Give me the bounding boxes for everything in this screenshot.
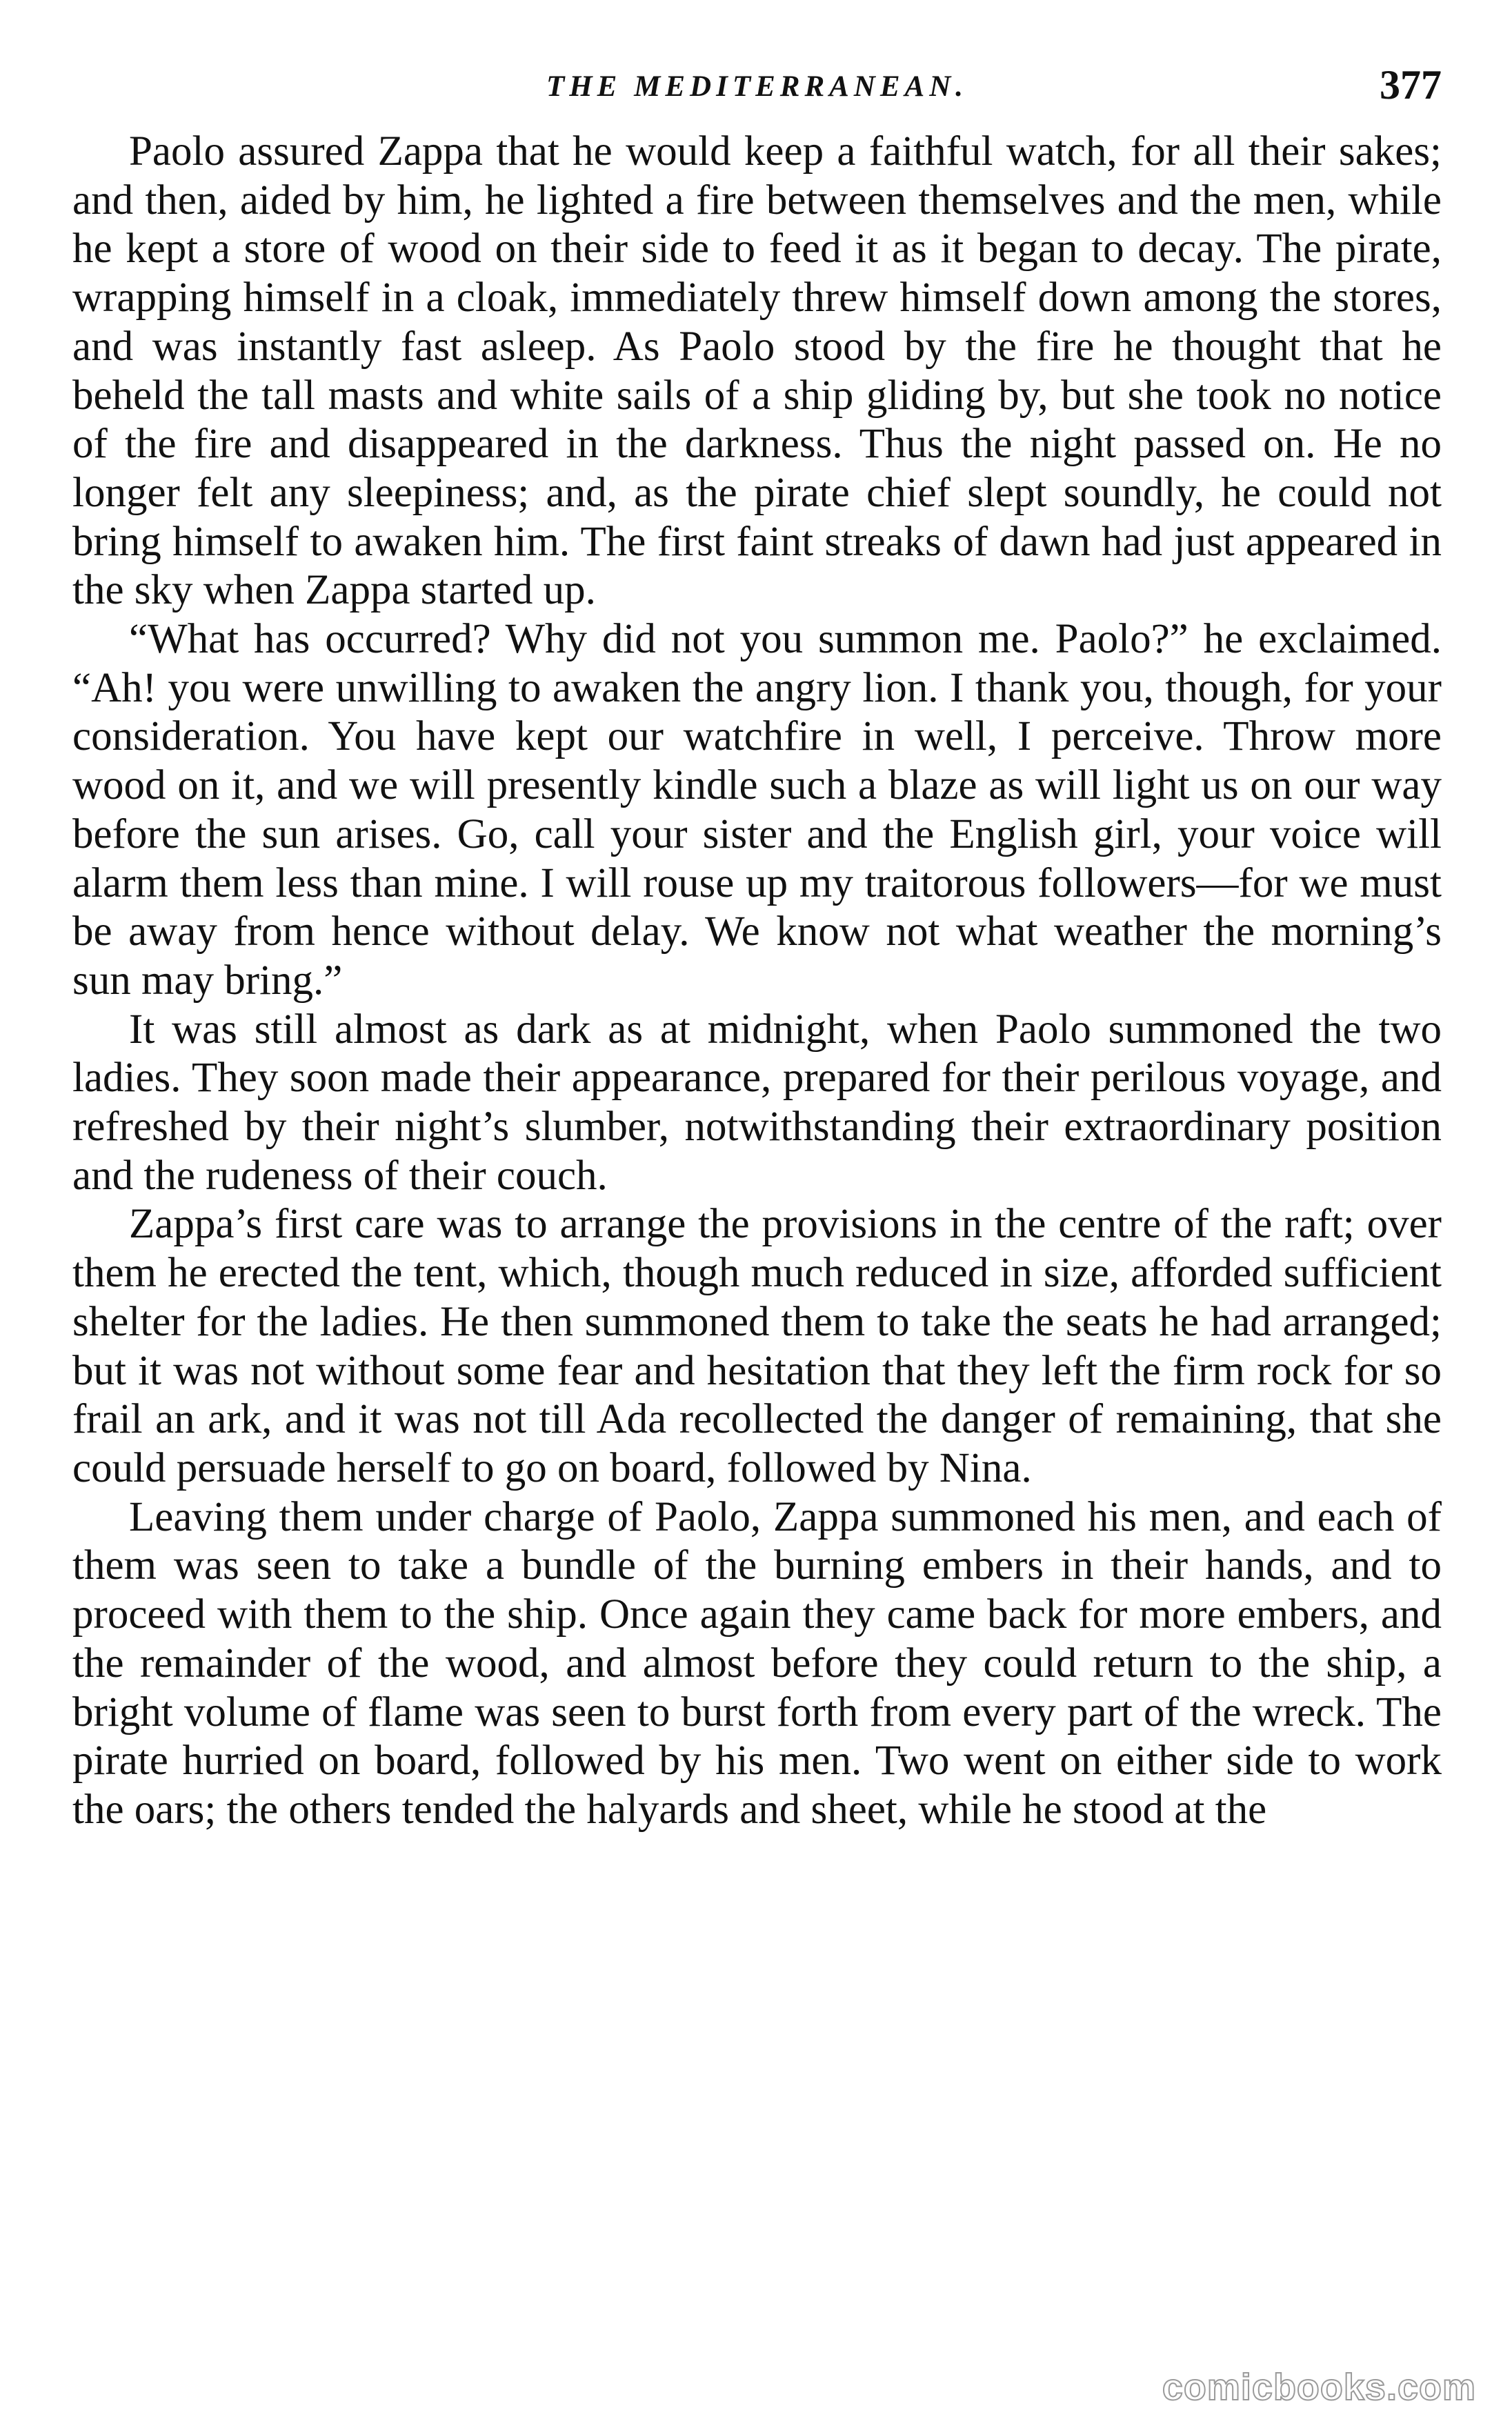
paragraph-1: Paolo assured Zappa that he would keep a faithful watch, for all their sakes; and then, aided by him, he lighted a fire between themselves and the men, while he kept a store of wood on their side to feed it as it began to decay. The pirate, wrapping himself in a cloak, immediately threw himself down among the stores, and was instantly fast asleep. As Paolo stood by the fire he thought that he beheld the tall masts and white sails of a ship gliding by, but she took no notice of the fire and disappeared in the darkness. Thus the night passed on. He no longer felt any sleepiness; and, as the pirate chief slept soundly, he could not bring himself to awaken him. The first faint streaks of dawn had just appeared in the sky when Zappa started up. xyxy=(72,128,1442,614)
page-header xyxy=(72,62,1442,128)
page-number: 377 xyxy=(1380,62,1442,108)
paragraph-5: Leaving them under charge of Paolo, Zappa summoned his men, and each of them was seen to take a bundle of the burning embers in their hands, and to proceed with them to the ship. Once again they came back for more embers, and the remainder of the wood, and almost before they could return to the ship, a bright volume of flame was seen to burst forth from every part of the wreck. The pirate hurried on board, followed by his men. Two went on either side to work the oars; the others tended the halyards and sheet, while he stood at the xyxy=(72,1493,1442,1833)
body-text xyxy=(72,128,1442,1835)
paragraph-3: It was still almost as dark as at midnight, when Paolo summoned the two ladies. They soon made their appearance, prepared for their perilous voyage, and refreshed by their night’s slumber, notwithstanding their extraordinary position and the rudeness of their couch. xyxy=(72,1006,1442,1199)
paragraph-2: “What has occurred? Why did not you summon me. Paolo?” he exclaimed. “Ah! you were unwilling to awaken the angry lion. I thank you, though, for your consideration. You have kept our watchfire in well, I perceive. Throw more wood on it, and we will presently kindle such a blaze as will light us on our way before the sun arises. Go, call your sister and the English girl, your voice will alarm them less than mine. I will rouse up my traitorous followers—for we must be away from hence without delay. We know not what weather the morning’s sun may bring.” xyxy=(72,616,1442,1004)
site-watermark: comicbooks.com xyxy=(1162,2367,1476,2408)
book-page xyxy=(72,62,1442,2362)
running-head: THE MEDITERRANEAN. xyxy=(546,70,968,103)
paragraph-4: Zappa’s first care was to arrange the provisions in the centre of the raft; over them he erected the tent, which, though much reduced in size, afforded sufficient shelter for the ladies. He then summoned them to take the seats he had arranged; but it was not without some fear and hesitation that they left the firm rock for so frail an ark, and it was not till Ada recollected the danger of remaining, that she could persuade herself to go on board, followed by Nina. xyxy=(72,1201,1442,1491)
